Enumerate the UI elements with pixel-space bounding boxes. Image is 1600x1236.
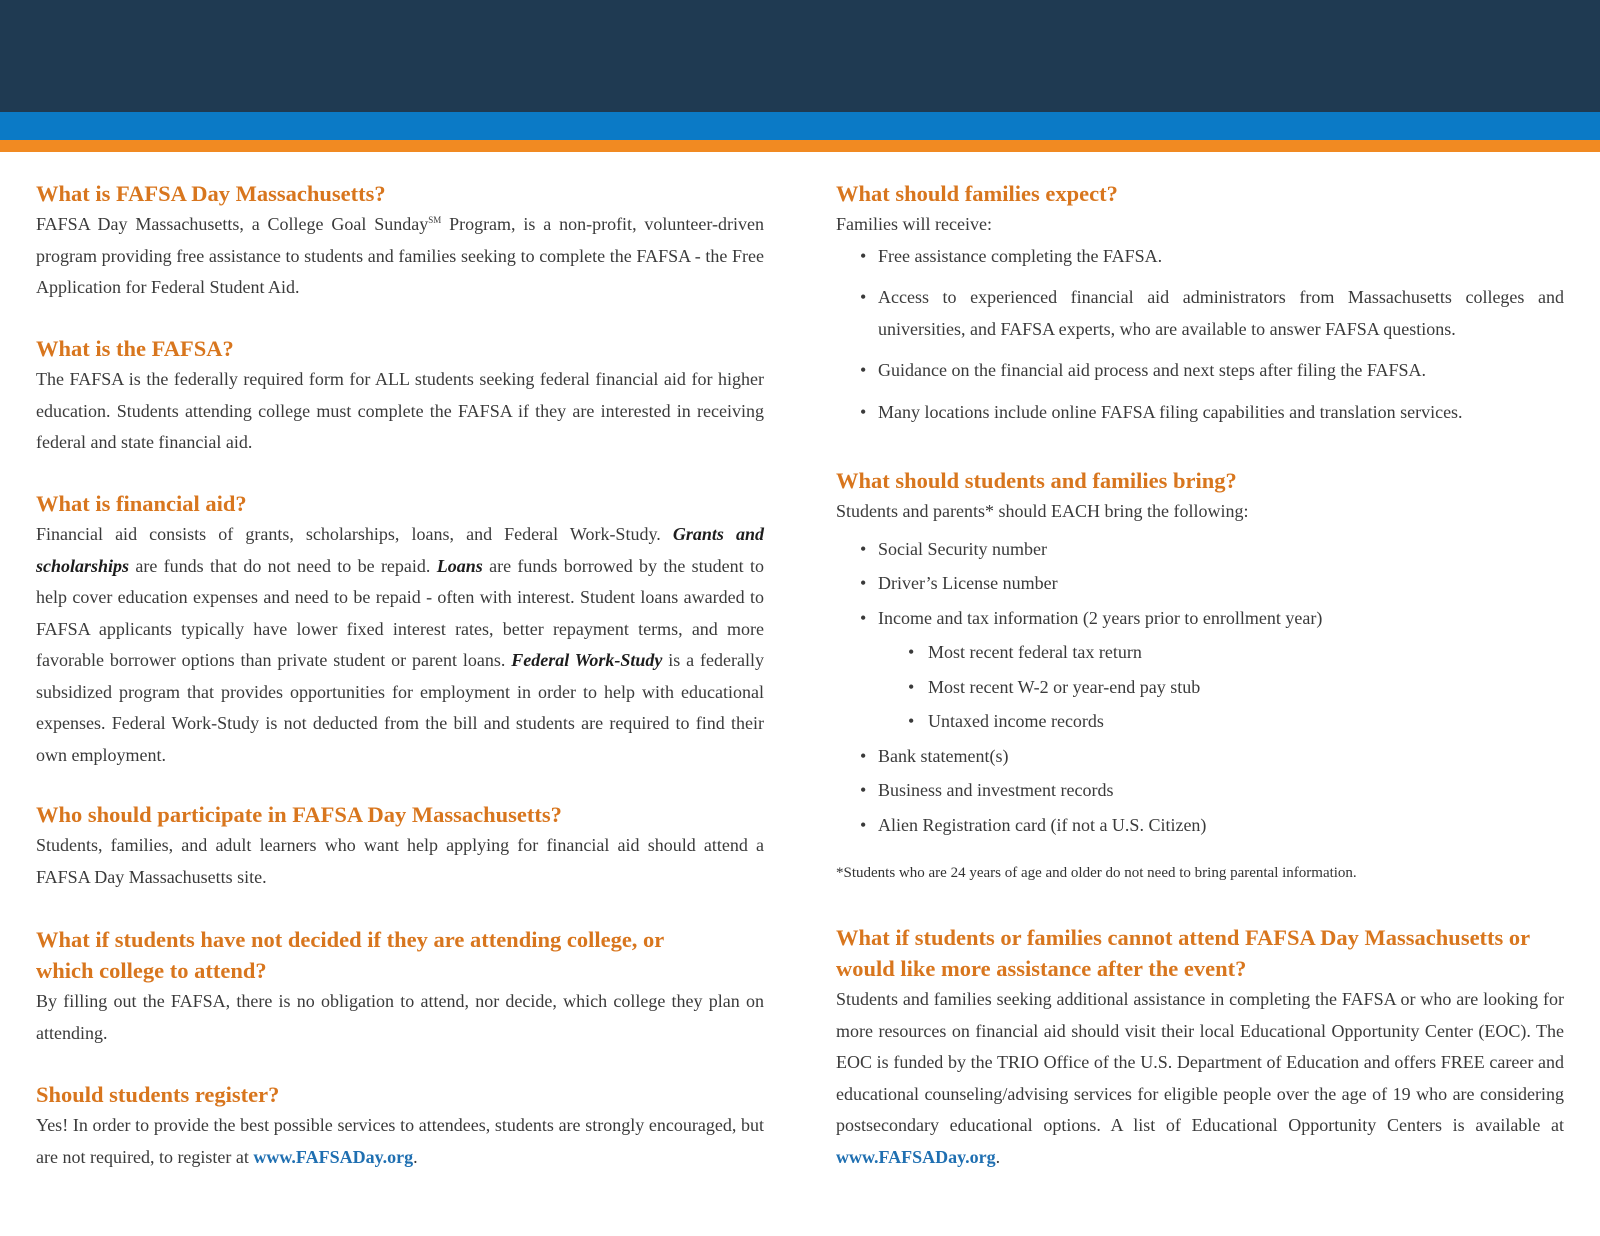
list-item-text: Guidance on the financial aid process and next steps after filing the FAFSA. bbox=[878, 360, 1427, 380]
list-item bbox=[836, 532, 1564, 567]
body-text: . bbox=[413, 1146, 418, 1167]
term-loans: Loans bbox=[436, 555, 483, 576]
section-what-is-financial-aid bbox=[36, 488, 764, 771]
footnote: *Students who are 24 years of age and older do not need to bring parental information. bbox=[836, 865, 1357, 881]
bullet-icon: • bbox=[860, 573, 867, 593]
list-item-text: Free assistance completing the FAFSA. bbox=[878, 245, 1163, 266]
list-sub-item bbox=[836, 704, 1564, 739]
section-body: By filling out the FAFSA, there is no obligation to attend, nor decide, which college they plan on attending. bbox=[36, 991, 764, 1043]
body-text: Program, is a non-profit, volunteer-driven program providing free assistance to students and families seeking to complete the FAFSA - the Free Application for Federal Student Aid. bbox=[36, 214, 764, 297]
list-item-text: Access to experienced financial aid administrators from Massachusetts colleges and universities, and FAFSA experts, who are available to answer FAFSA questions. bbox=[878, 287, 1564, 339]
list-item bbox=[836, 397, 1564, 429]
body-text: are funds borrowed by the student to help cover education expenses and need to be repaid - often with interest. Student loans awarded to FAFSA applicants typically have lower fixed interest rates, better repayment terms, and more favorable borrower options than private student or parent loans. bbox=[36, 555, 765, 670]
bullet-icon: • bbox=[860, 607, 867, 628]
section-should-students-register bbox=[36, 1079, 764, 1173]
expect-list bbox=[836, 241, 1564, 429]
section-heading bbox=[36, 924, 764, 986]
term-work-study: Federal Work-Study bbox=[511, 650, 663, 670]
list-item-text: Driver’s License number bbox=[878, 573, 1058, 593]
section-body bbox=[36, 519, 764, 771]
list-item bbox=[836, 241, 1564, 273]
body-text: Yes! In order to provide the best possible services to attendees, students are strongly encouraged, but are not required, to register at bbox=[36, 1115, 764, 1167]
section-what-is-the-fafsa bbox=[36, 333, 764, 459]
section-intro: Families will receive: bbox=[836, 214, 992, 234]
section-heading: What should students and families bring? bbox=[836, 468, 1237, 493]
bullet-icon: • bbox=[860, 745, 867, 766]
bullet-icon: • bbox=[860, 245, 867, 266]
section-heading: What is financial aid? bbox=[36, 491, 247, 516]
list-item-text: Most recent W-2 or year-end pay stub bbox=[928, 676, 1201, 697]
section-who-should-participate bbox=[36, 799, 764, 893]
section-cannot-attend bbox=[836, 922, 1564, 1173]
header-blue-stripe bbox=[0, 112, 1600, 140]
list-item-text: Many locations include online FAFSA filing capabilities and translation services. bbox=[878, 401, 1463, 422]
section-body: The FAFSA is the federally required form for ALL students seeking federal financial aid for higher education. Students attending college must complete the FAFSA if they are interested in receiving federal and state financial aid. bbox=[36, 369, 764, 452]
section-body bbox=[836, 984, 1564, 1173]
section-heading bbox=[836, 922, 1564, 984]
list-item-text: Untaxed income records bbox=[928, 711, 1104, 731]
body-text: are funds that do not need to be repaid. bbox=[129, 555, 437, 576]
section-intro: Students and parents* should EACH bring the following: bbox=[836, 501, 1249, 521]
list-item bbox=[836, 355, 1564, 387]
term-grants: Grants and scholarships bbox=[36, 524, 764, 576]
bullet-icon: • bbox=[860, 538, 867, 559]
bullet-icon: • bbox=[908, 711, 915, 731]
section-heading: What is FAFSA Day Massachusetts? bbox=[36, 181, 386, 206]
body-text: Students and families seeking additional assistance in completing the FAFSA or who are looking for more resources on financial aid should visit their local Educational Opportunity Center (EOC). The EOC is funded by the TRIO Office of the U.S. Department of Education and offers FREE career and educational counseling/advising services for eligible people over the age of 19 who are considering postsecondary educational options. A list of Educational Opportunity Centers is available at bbox=[836, 989, 1564, 1135]
section-body bbox=[36, 209, 764, 304]
list-item bbox=[836, 773, 1564, 808]
list-item-text: Income and tax information (2 years prior to enrollment year) bbox=[878, 607, 1323, 628]
body-text: . bbox=[995, 1146, 1001, 1167]
header-orange-stripe bbox=[0, 140, 1600, 152]
body-text: FAFSA Day Massachusetts, a College Goal Sunday bbox=[36, 214, 429, 234]
list-item bbox=[836, 282, 1564, 345]
heading-line: which college to attend? bbox=[36, 958, 267, 983]
section-heading: What should families expect? bbox=[836, 181, 1118, 206]
fafsaday-link[interactable]: www.FAFSADay.org bbox=[253, 1146, 414, 1167]
section-what-families-expect bbox=[836, 178, 1564, 428]
list-item-text: Bank statement(s) bbox=[878, 745, 1009, 766]
heading-line: would like more assistance after the event? bbox=[836, 956, 1247, 981]
heading-line: What if students or families cannot attend FAFSA Day Massachusetts or bbox=[836, 925, 1531, 950]
section-heading: Who should participate in FAFSA Day Massachusetts? bbox=[36, 802, 562, 827]
bullet-icon: • bbox=[860, 360, 867, 380]
section-heading: What is the FAFSA? bbox=[36, 336, 234, 361]
list-item bbox=[836, 566, 1564, 601]
bullet-icon: • bbox=[860, 780, 867, 800]
list-item bbox=[836, 601, 1564, 636]
list-sub-item bbox=[836, 670, 1564, 705]
fafsaday-link[interactable]: www.FAFSADay.org bbox=[836, 1146, 996, 1167]
header-navy-band bbox=[0, 0, 1600, 112]
bullet-icon: • bbox=[908, 642, 915, 662]
section-body bbox=[36, 1110, 764, 1173]
body-text: is a federally subsidized program that provides opportunities for employment in order to help with educational expenses. Federal Work-Study is not deducted from the bill and students are required to find their own employment. bbox=[36, 650, 764, 765]
list-sub-item bbox=[836, 635, 1564, 670]
bullet-icon: • bbox=[860, 287, 867, 307]
list-item-text: Social Security number bbox=[878, 538, 1047, 559]
body-text: Financial aid consists of grants, scholarships, loans, and Federal Work-Study. bbox=[36, 524, 673, 544]
bring-list bbox=[836, 532, 1564, 843]
section-what-to-bring bbox=[836, 465, 1564, 884]
section-what-is-fafsa-day bbox=[36, 178, 764, 304]
list-item-text: Business and investment records bbox=[878, 780, 1114, 800]
section-heading: Should students register? bbox=[36, 1082, 280, 1107]
section-undecided-students bbox=[36, 924, 764, 1049]
heading-line: What if students have not decided if they are attending college, or bbox=[36, 927, 665, 952]
list-item-text: Most recent federal tax return bbox=[928, 642, 1142, 662]
bullet-icon: • bbox=[860, 814, 867, 835]
section-body: Students, families, and adult learners who want help applying for financial aid should attend a FAFSA Day Massachusetts site. bbox=[36, 835, 764, 887]
list-item bbox=[836, 808, 1564, 843]
bullet-icon: • bbox=[860, 401, 867, 422]
list-item bbox=[836, 739, 1564, 774]
service-mark: SM bbox=[428, 215, 442, 225]
bullet-icon: • bbox=[908, 676, 915, 697]
list-item-text: Alien Registration card (if not a U.S. Citizen) bbox=[878, 814, 1207, 835]
